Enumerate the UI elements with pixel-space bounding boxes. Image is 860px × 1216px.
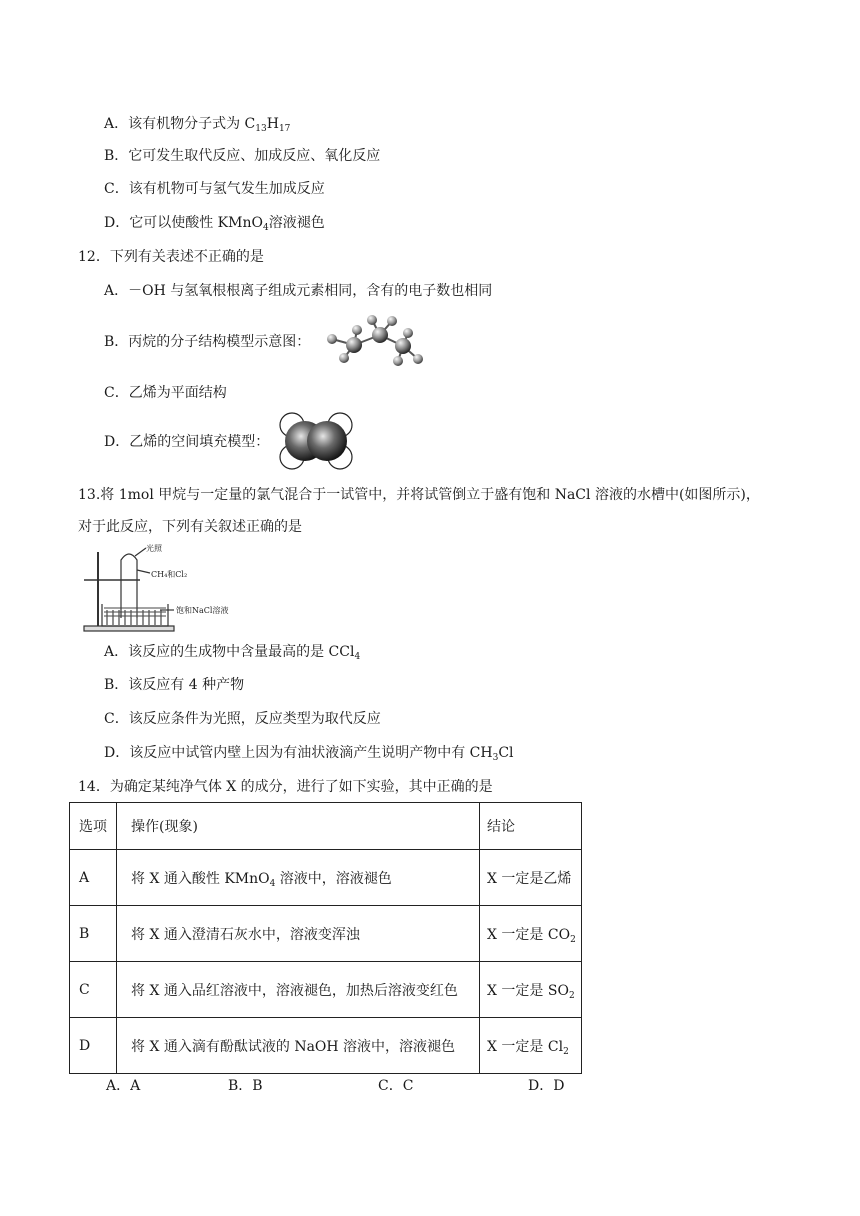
- q14-answer-d: D．D: [528, 1078, 565, 1094]
- subscript: 4: [262, 223, 269, 233]
- q11-option-d: [104, 214, 325, 232]
- table-row: [70, 1018, 582, 1074]
- row-operation: [117, 850, 480, 906]
- table-header-row: [70, 803, 582, 850]
- row-conclusion: [480, 850, 582, 906]
- row-conclusion: [480, 962, 582, 1018]
- q11-option-a: [104, 115, 290, 133]
- q13-option-c: C．该反应条件为光照，反应类型为取代反应: [104, 711, 381, 727]
- row-conclusion-text: X 一定是 Cl: [487, 1038, 564, 1055]
- row-operation-text: 将 X 通入品红溶液中，溶液褪色，加热后溶液变红色: [131, 982, 458, 999]
- q12-stem: 12．下列有关表述不正确的是: [78, 249, 264, 265]
- table-header-operation: 操作(现象): [117, 803, 480, 850]
- subscript: 13: [255, 124, 267, 134]
- q12-option-c: C．乙烯为平面结构: [104, 385, 227, 401]
- q14-answer-c: C．C: [378, 1078, 414, 1094]
- row-operation: [117, 906, 480, 962]
- q14-answer-b: B．B: [228, 1078, 263, 1094]
- propane-model-figure: [322, 313, 432, 369]
- methane-chlorination-apparatus-figure: [80, 540, 250, 634]
- q11-option-b: B．它可发生取代反应、加成反应、氧化反应: [104, 148, 381, 164]
- row-option: B: [70, 906, 117, 962]
- subscript: 17: [278, 124, 291, 134]
- q11-option-a-text-2: H: [266, 116, 279, 132]
- table-row: [70, 962, 582, 1018]
- table-header-option: 选项: [70, 803, 117, 850]
- row-operation-text-2: 溶液中，溶液褪色: [275, 870, 392, 887]
- figure-label-gas: CH₄和Cl₂: [151, 570, 188, 579]
- q14-answer-a: A．A: [106, 1078, 141, 1094]
- subscript: 4: [269, 878, 276, 889]
- row-conclusion: [480, 1018, 582, 1074]
- subscript: 4: [354, 652, 361, 662]
- q11-option-d-text: D．它可以使酸性 KMnO: [104, 215, 263, 231]
- q13-option-d-text: D．该反应中试管内壁上因为有油状液滴产生说明产物中有 CH: [104, 745, 493, 761]
- q11-option-d-text-2: 溶液褪色: [268, 215, 325, 231]
- q11-option-c: C．该有机物可与氢气发生加成反应: [104, 181, 325, 197]
- table-header-conclusion: 结论: [480, 803, 582, 850]
- table-row: [70, 906, 582, 962]
- q12-option-a: A．－OH 与氢氧根根离子组成元素相同，含有的电子数也相同: [104, 283, 493, 299]
- row-option: A: [70, 850, 117, 906]
- q13-option-b: B．该反应有 4 种产物: [104, 677, 245, 693]
- row-operation-text: 将 X 通入滴有酚酞试液的 NaOH 溶液中，溶液褪色: [131, 1038, 456, 1055]
- figure-label-light: 光照: [146, 544, 162, 553]
- q13-stem-line-2: 对于此反应，下列有关叙述正确的是: [78, 519, 302, 535]
- q14-experiment-table: [69, 802, 582, 1074]
- subscript: 2: [563, 1046, 569, 1057]
- row-conclusion-text: X 一定是乙烯: [487, 870, 572, 887]
- subscript: 3: [492, 753, 499, 763]
- subscript: 2: [570, 934, 576, 945]
- row-operation: [117, 962, 480, 1018]
- table-row: [70, 850, 582, 906]
- row-operation: [117, 1018, 480, 1074]
- q12-option-b: B．丙烷的分子结构模型示意图：: [104, 334, 311, 350]
- q11-option-a-text: A．该有机物分子式为 C: [104, 116, 256, 132]
- q13-option-a: [104, 643, 360, 661]
- row-conclusion: [480, 906, 582, 962]
- subscript: 2: [568, 990, 575, 1001]
- figure-label-trough: 饱和NaCl溶液: [176, 606, 229, 615]
- ethylene-space-filling-model-figure: [278, 412, 354, 470]
- row-conclusion-text: X 一定是 CO: [487, 926, 571, 943]
- row-operation-text: 将 X 通入澄清石灰水中，溶液变浑浊: [131, 926, 360, 943]
- row-option: C: [70, 962, 117, 1018]
- q13-stem-line-1: 13.将 1mol 甲烷与一定量的氯气混合于一试管中，并将试管倒立于盛有饱和 NaCl 溶液的水槽中(如图所示)，: [78, 487, 760, 503]
- q13-option-a-text: A．该反应的生成物中含量最高的是 CCl: [104, 644, 355, 660]
- q13-option-d-text-2: Cl: [498, 745, 514, 761]
- q12-option-d: D．乙烯的空间填充模型：: [104, 434, 270, 450]
- row-option: D: [70, 1018, 117, 1074]
- q13-option-d: [104, 744, 514, 762]
- row-operation-text: 将 X 通入酸性 KMnO: [131, 870, 270, 887]
- row-conclusion-text: X 一定是 SO: [487, 982, 569, 999]
- q14-stem: 14．为确定某纯净气体 X 的成分，进行了如下实验，其中正确的是: [78, 779, 493, 795]
